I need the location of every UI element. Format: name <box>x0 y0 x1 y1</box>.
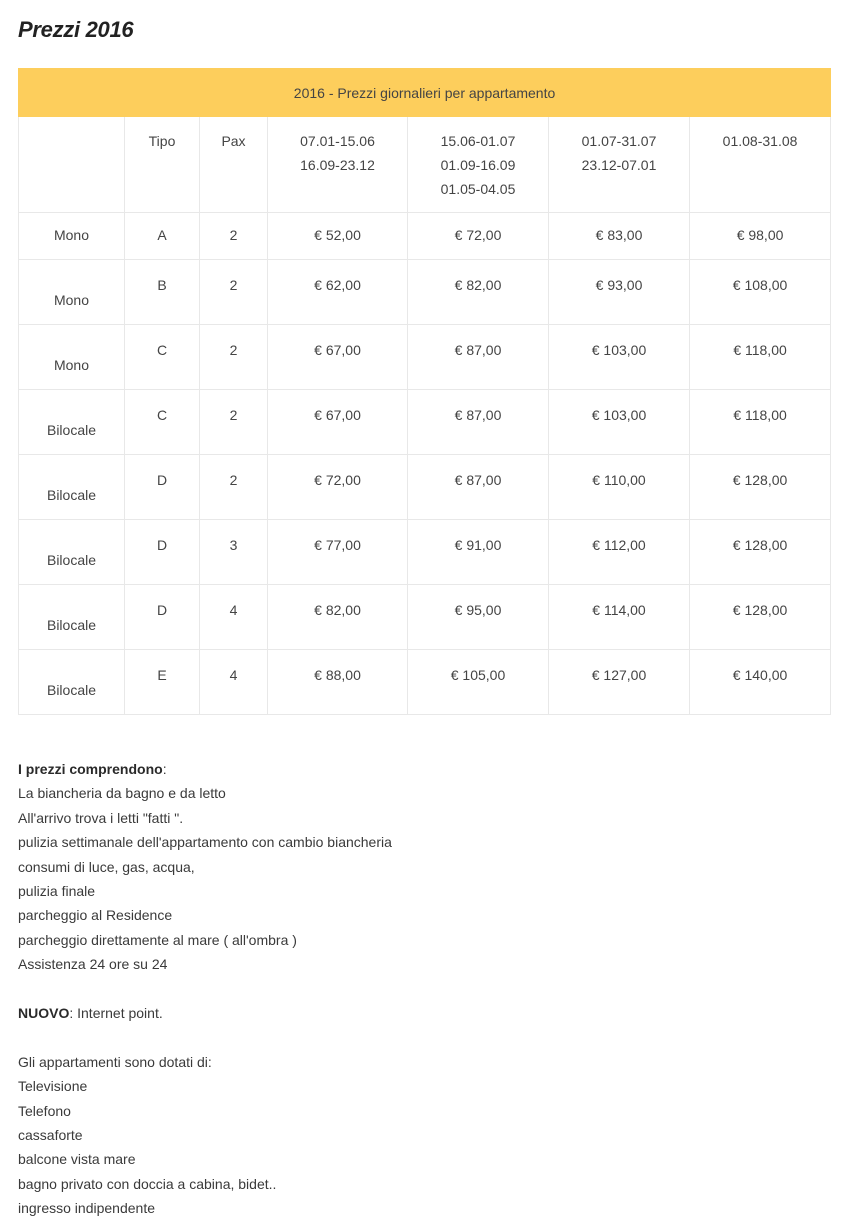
row-price: € 128,00 <box>690 520 831 585</box>
included-item: All'arrivo trova i letti "fatti ". <box>18 809 184 826</box>
table-row <box>19 520 831 585</box>
period-date: 01.05-04.05 <box>440 181 516 197</box>
row-tipo: E <box>125 650 200 715</box>
row-price: € 93,00 <box>549 260 690 325</box>
included-item: Assistenza 24 ore su 24 <box>18 956 168 973</box>
header-blank <box>19 117 125 213</box>
row-category: Bilocale <box>19 585 125 650</box>
included-item: parcheggio al Residence <box>18 907 173 924</box>
row-category: Bilocale <box>19 390 125 455</box>
equipped-item: cassaforte <box>18 1127 83 1144</box>
row-price: € 67,00 <box>268 390 408 455</box>
equipped-item: Telefono <box>18 1102 71 1119</box>
header-tipo: Tipo <box>125 117 200 213</box>
row-price: € 98,00 <box>690 213 831 260</box>
row-tipo: D <box>125 585 200 650</box>
row-price: € 105,00 <box>408 650 549 715</box>
table-row <box>19 390 831 455</box>
table-header-row <box>19 117 831 213</box>
period-date: 07.01-15.06 <box>300 133 375 149</box>
row-price: € 72,00 <box>268 455 408 520</box>
row-pax: 2 <box>200 455 268 520</box>
header-period-4 <box>690 117 831 213</box>
row-price: € 112,00 <box>549 520 690 585</box>
row-price: € 67,00 <box>268 325 408 390</box>
row-category: Mono <box>19 260 125 325</box>
included-item: pulizia finale <box>18 883 96 900</box>
included-item: consumi di luce, gas, acqua, <box>18 858 195 875</box>
spacer <box>18 1025 392 1049</box>
included-item: pulizia settimanale dell'appartamento con cambio biancheria <box>18 834 392 851</box>
row-category: Bilocale <box>19 650 125 715</box>
row-price: € 91,00 <box>408 520 549 585</box>
period-date: 15.06-01.07 <box>440 133 516 149</box>
row-category: Bilocale <box>19 455 125 520</box>
row-pax: 4 <box>200 650 268 715</box>
row-price: € 118,00 <box>690 390 831 455</box>
page-title: Prezzi 2016 <box>18 17 134 42</box>
row-price: € 87,00 <box>408 325 549 390</box>
table-row <box>19 585 831 650</box>
row-price: € 140,00 <box>690 650 831 715</box>
equipped-item: Televisione <box>18 1078 88 1095</box>
included-item: parcheggio direttamente al mare ( all'ombra ) <box>18 931 297 948</box>
row-tipo: C <box>125 390 200 455</box>
row-pax: 2 <box>200 213 268 260</box>
period-date: 01.08-31.08 <box>722 133 798 149</box>
row-price: € 128,00 <box>690 455 831 520</box>
equipped-heading: Gli appartamenti sono dotati di: <box>18 1053 212 1070</box>
table-row <box>19 650 831 715</box>
period-date: 01.07-31.07 <box>581 133 657 149</box>
new-label: NUOVO <box>18 1005 70 1022</box>
row-price: € 108,00 <box>690 260 831 325</box>
period-date: 01.09-16.09 <box>440 157 516 173</box>
equipped-item: ingresso indipendente <box>18 1200 155 1217</box>
row-price: € 128,00 <box>690 585 831 650</box>
row-price: € 62,00 <box>268 260 408 325</box>
table-row <box>19 455 831 520</box>
row-tipo: A <box>125 213 200 260</box>
row-tipo: D <box>125 455 200 520</box>
row-category: Mono <box>19 213 125 260</box>
row-pax: 2 <box>200 325 268 390</box>
notes-section <box>18 757 392 1221</box>
included-heading: I prezzi comprendono <box>18 761 163 777</box>
row-price: € 82,00 <box>408 260 549 325</box>
row-price: € 52,00 <box>268 213 408 260</box>
header-period-1 <box>268 117 408 213</box>
row-tipo: D <box>125 520 200 585</box>
row-price: € 114,00 <box>549 585 690 650</box>
row-price: € 83,00 <box>549 213 690 260</box>
row-price: € 87,00 <box>408 390 549 455</box>
row-price: € 82,00 <box>268 585 408 650</box>
row-tipo: B <box>125 260 200 325</box>
row-tipo: C <box>125 325 200 390</box>
row-pax: 2 <box>200 390 268 455</box>
included-colon: : <box>162 761 167 777</box>
table-caption: 2016 - Prezzi giornalieri per appartamento <box>19 69 831 117</box>
equipped-item: bagno privato con doccia a cabina, bidet.. <box>18 1175 277 1192</box>
row-price: € 72,00 <box>408 213 549 260</box>
table-row <box>19 325 831 390</box>
price-table <box>18 68 831 715</box>
included-item: La biancheria da bagno e da letto <box>18 785 226 802</box>
row-price: € 127,00 <box>549 650 690 715</box>
header-period-3 <box>549 117 690 213</box>
new-feature-line <box>18 1001 392 1025</box>
row-price: € 88,00 <box>268 650 408 715</box>
row-price: € 110,00 <box>549 455 690 520</box>
row-price: € 103,00 <box>549 325 690 390</box>
table-row <box>19 213 831 260</box>
row-pax: 2 <box>200 260 268 325</box>
table-row <box>19 260 831 325</box>
row-price: € 77,00 <box>268 520 408 585</box>
row-pax: 3 <box>200 520 268 585</box>
period-date: 23.12-07.01 <box>581 157 657 173</box>
spacer <box>18 977 392 1001</box>
row-category: Mono <box>19 325 125 390</box>
row-category: Bilocale <box>19 520 125 585</box>
included-heading-line <box>18 757 392 781</box>
row-price: € 87,00 <box>408 455 549 520</box>
period-date: 16.09-23.12 <box>300 157 375 173</box>
row-pax: 4 <box>200 585 268 650</box>
equipped-item: balcone vista mare <box>18 1151 136 1168</box>
header-pax: Pax <box>200 117 268 213</box>
new-text: : Internet point. <box>69 1005 163 1022</box>
row-price: € 103,00 <box>549 390 690 455</box>
row-price: € 118,00 <box>690 325 831 390</box>
row-price: € 95,00 <box>408 585 549 650</box>
header-period-2 <box>408 117 549 213</box>
